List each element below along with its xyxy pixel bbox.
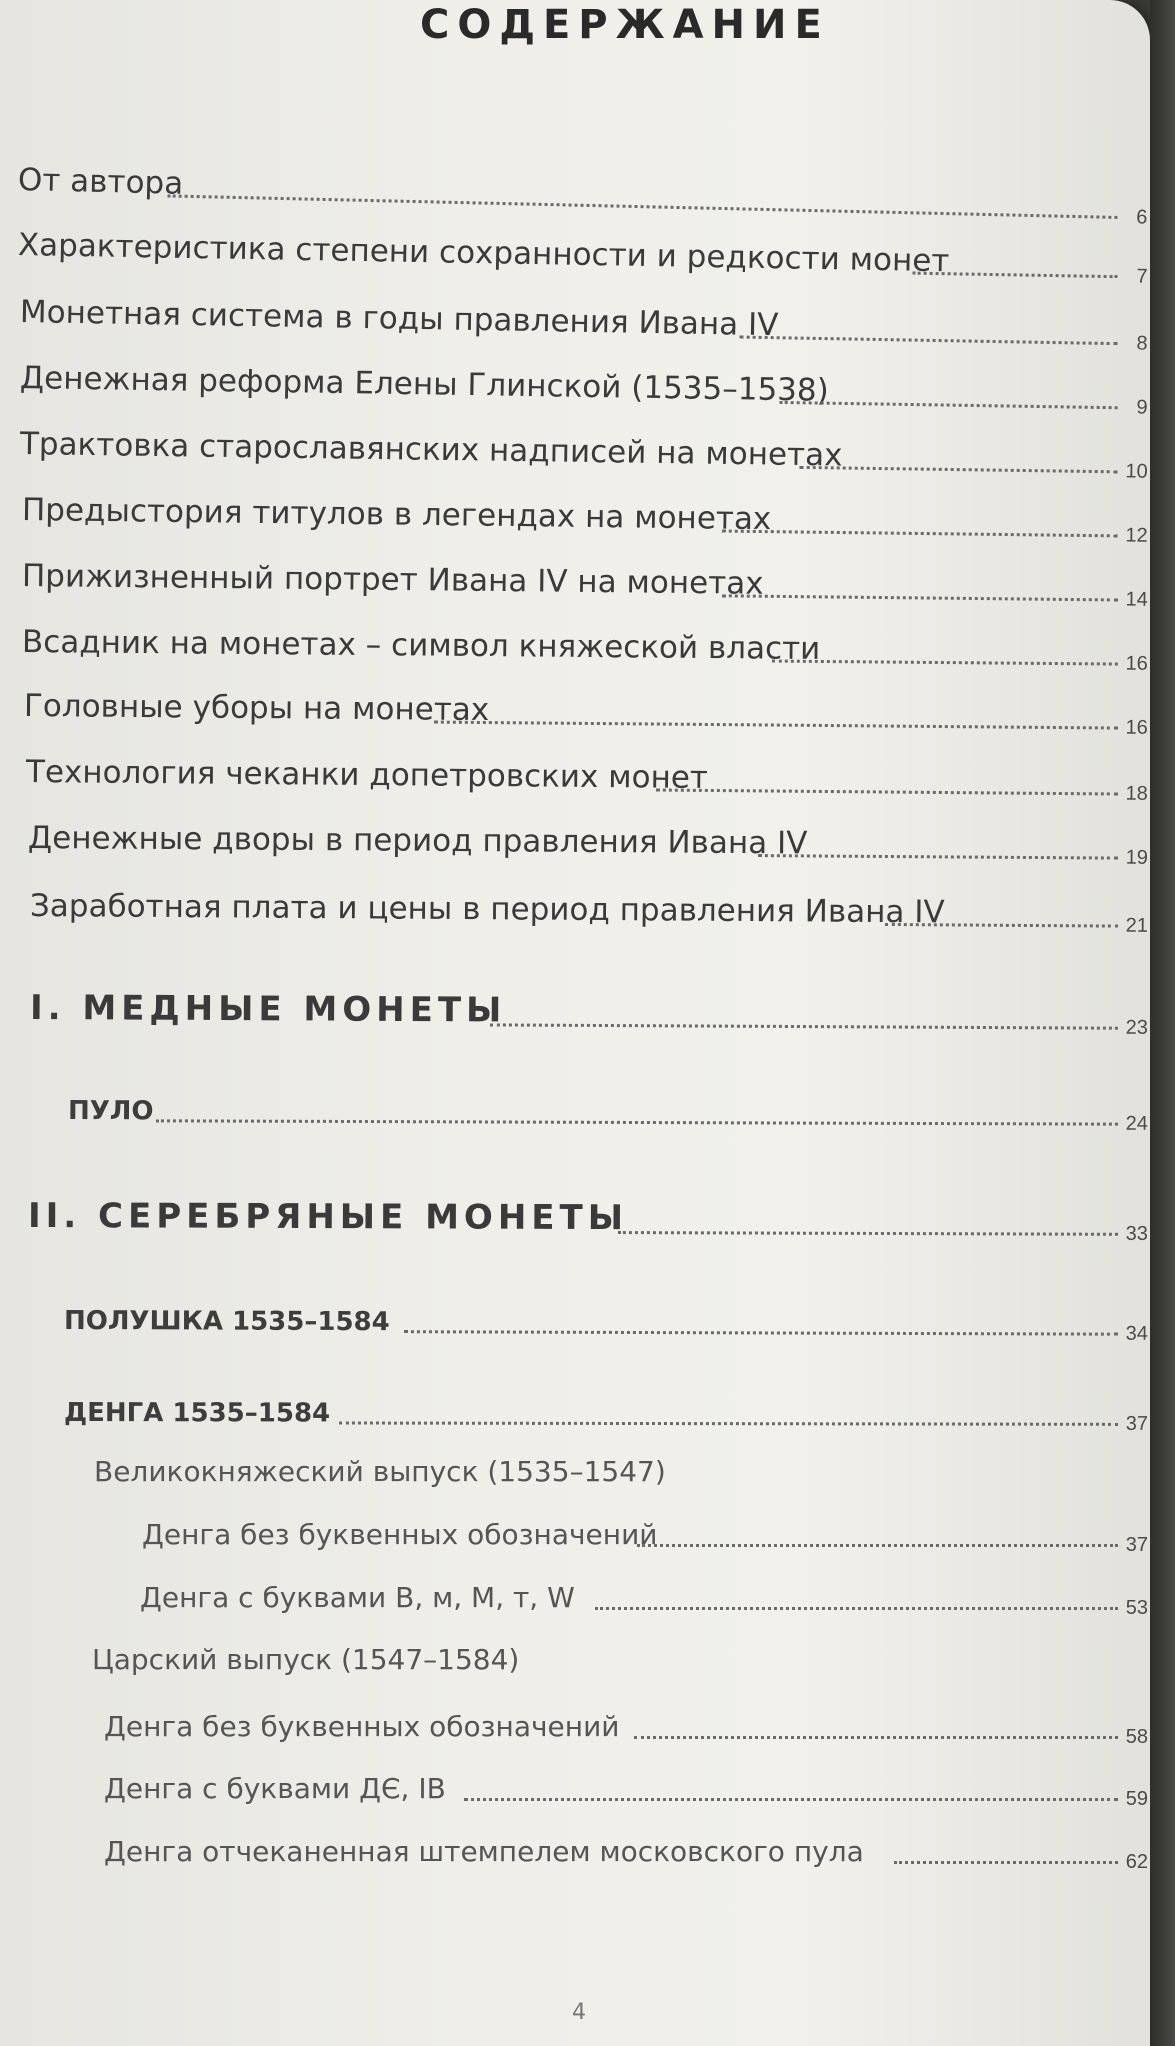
toc-entry-reform <box>20 348 1149 422</box>
toc-section-heading: ДЕНГА 1535–1584 <box>63 1398 331 1429</box>
dot-leader <box>758 854 1118 860</box>
toc-page-number: 18 <box>1125 782 1148 805</box>
page-title: СОДЕРЖАНИЕ <box>420 2 830 48</box>
dot-leader <box>800 466 1118 473</box>
dot-leader <box>894 1861 1118 1864</box>
dot-leader <box>740 336 1118 346</box>
toc-entry-text: Технология чеканки допетровских монет <box>25 754 709 796</box>
toc-entry-text: Характеристика степени сохранности и редкости монет <box>17 227 950 280</box>
toc-item-no-letters-2 <box>104 1695 1148 1751</box>
toc-page-number: 37 <box>1125 1534 1148 1556</box>
toc-page-number: 6 <box>1136 206 1148 229</box>
toc-item-pulo-stamp <box>104 1820 1148 1876</box>
toc-entry-inscriptions <box>20 414 1149 486</box>
toc-item-no-letters-1 <box>142 1503 1148 1559</box>
toc-page-number: 16 <box>1125 716 1148 739</box>
toc-section-polushka <box>64 1288 1148 1348</box>
toc-part-heading: I. МЕДНЫЕ МОНЕТЫ <box>29 988 507 1031</box>
toc-entry-text: Прижизненный портрет Ивана IV на монетах <box>21 558 764 602</box>
dot-leader <box>339 1421 1118 1425</box>
toc-page-number: 16 <box>1125 652 1148 675</box>
dot-leader <box>780 401 1118 409</box>
toc-entry-titles <box>22 480 1149 550</box>
toc-page-number: 7 <box>1136 265 1148 288</box>
toc-page-number: 58 <box>1125 1726 1148 1748</box>
book-edge <box>1150 0 1175 2046</box>
toc-item-letters-1 <box>140 1566 1148 1622</box>
toc-part-heading: II. СЕРЕБРЯНЫЕ МОНЕТЫ <box>27 1196 629 1239</box>
toc-item-letters-2 <box>104 1757 1148 1813</box>
toc-page-number: 14 <box>1125 588 1148 611</box>
toc-entry-text: Денга отчеканенная штемпелем московского пула <box>104 1835 864 1868</box>
toc-page-number: 12 <box>1125 524 1148 547</box>
toc-subsection-heading: Царский выпуск (1547–1584) <box>92 1643 520 1676</box>
toc-page-number: 37 <box>1125 1412 1148 1435</box>
toc-entry-text: Монетная система в годы правления Ивана IV <box>19 294 779 344</box>
dot-leader <box>490 1023 1118 1029</box>
toc-entry-text: Денга без буквенных обозначений <box>142 1518 658 1551</box>
dot-leader <box>637 1544 1118 1547</box>
toc-section-heading: ПУЛО <box>67 1096 154 1127</box>
toc-entry-text: Денежные дворы в период правления Ивана IV <box>27 820 808 862</box>
toc-part-silver <box>28 1188 1148 1248</box>
toc-page-number: 34 <box>1125 1322 1148 1345</box>
dot-leader <box>656 788 1118 795</box>
toc-entry-text: Заработная плата и цены в период правления Ивана IV <box>29 888 945 931</box>
dot-leader <box>618 1231 1118 1236</box>
toc-entry-text: Трактовка старославянских надписей на монетах <box>19 426 843 474</box>
toc-entry-text: Денга с буквами ДЄ, ІВ <box>104 1772 446 1805</box>
toc-entry-text: От автора <box>17 162 184 202</box>
toc-entry-headwear <box>24 676 1148 742</box>
toc-entry-text: Денга без буквенных обозначений <box>104 1710 620 1743</box>
toc-page-number: 9 <box>1136 396 1148 419</box>
dot-leader <box>156 1119 1118 1125</box>
toc-part-copper <box>30 980 1148 1042</box>
toc-section-pulo <box>68 1078 1148 1138</box>
toc-page-number: 8 <box>1136 332 1148 355</box>
toc-subsection-heading: Великокняжеский выпуск (1535–1547) <box>94 1455 666 1488</box>
toc-section-heading: ПОЛУШКА 1535–1584 <box>63 1306 390 1338</box>
toc-section-denga <box>64 1380 1148 1438</box>
toc-entry-text: Денежная реформа Елены Глинской (1535–1538) <box>19 360 830 409</box>
dot-leader <box>404 1330 1118 1335</box>
dot-leader <box>464 1798 1118 1801</box>
dot-leader <box>772 660 1118 666</box>
toc-page-number: 23 <box>1125 1016 1148 1039</box>
toc-subsection-grand-ducal <box>94 1440 1148 1496</box>
toc-page-number: 33 <box>1125 1222 1148 1245</box>
toc-page-number: 21 <box>1125 914 1148 937</box>
toc-entry-text: Головные уборы на монетах <box>23 688 490 729</box>
toc-subsection-tsar <box>92 1628 1148 1684</box>
toc-page-number: 62 <box>1125 1851 1148 1873</box>
page-folio-number: 4 <box>572 2000 586 2025</box>
dot-leader <box>168 194 1118 219</box>
toc-page-number: 59 <box>1125 1788 1148 1810</box>
toc-page-number: 19 <box>1125 846 1148 869</box>
toc-page-number: 24 <box>1125 1112 1148 1135</box>
toc-entry-mints <box>28 808 1148 872</box>
toc-entry-monetary-system <box>20 282 1149 358</box>
toc-page-number: 10 <box>1125 460 1148 483</box>
dot-leader <box>722 594 1118 601</box>
toc-entry-text: Всадник на монетах – символ княжеской власти <box>21 624 821 667</box>
dot-leader <box>634 1736 1118 1739</box>
toc-entry-technology <box>26 742 1148 808</box>
dot-leader <box>434 721 1118 730</box>
dot-leader <box>595 1607 1118 1610</box>
toc-entry-text: Предыстория титулов в легендах на монетах <box>21 492 772 538</box>
toc-page-number: 53 <box>1125 1597 1148 1619</box>
toc-entry-wages <box>30 876 1148 940</box>
toc-entry-portrait <box>22 546 1149 614</box>
toc-entry-horseman <box>22 612 1148 678</box>
toc-entry-text: Денга с буквами В, м, М, т, W <box>140 1581 575 1614</box>
dot-leader <box>722 530 1118 538</box>
